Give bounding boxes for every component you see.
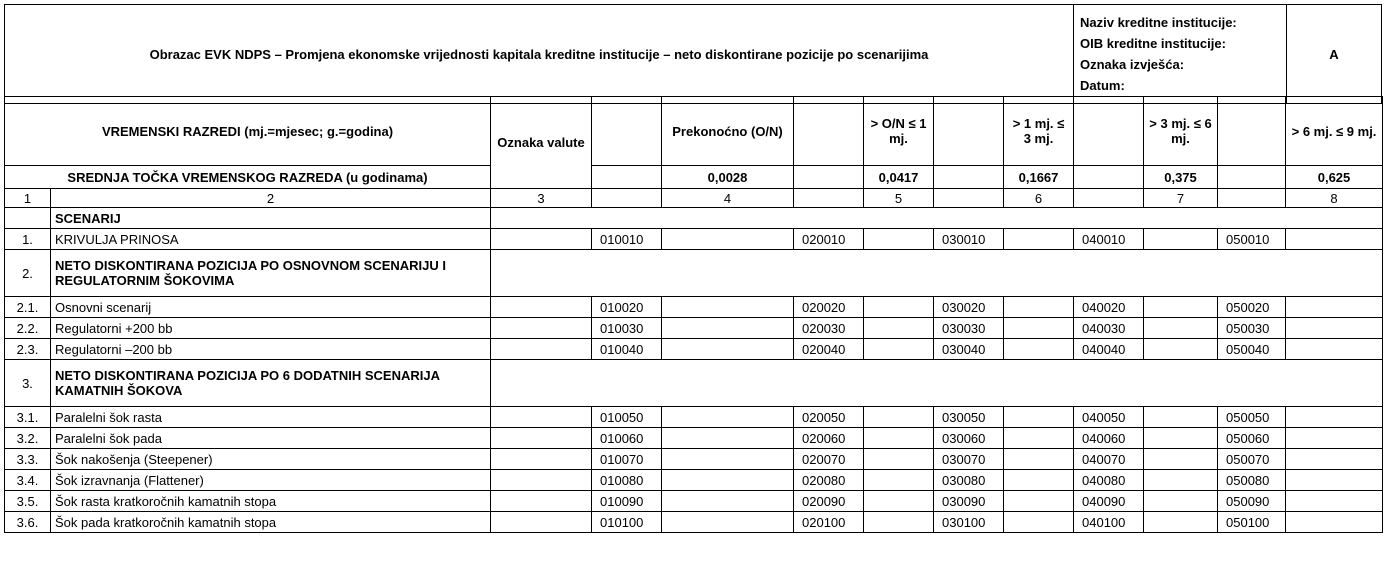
row-number: 3.3. — [5, 449, 51, 470]
currency-cell[interactable] — [491, 470, 592, 491]
row-label: Šok rasta kratkoročnih kamatnih stopa — [51, 491, 491, 512]
midpoint-label: SREDNJA TOČKA VREMENSKOG RAZREDA (u godinama) — [5, 166, 491, 189]
row-code: 040050 — [1074, 407, 1144, 428]
row-number: 3.1. — [5, 407, 51, 428]
row-code: 010070 — [592, 449, 662, 470]
bucket-header: > 6 mj. ≤ 9 mj. — [1286, 97, 1383, 166]
table-row — [5, 318, 1383, 339]
row-label: Šok izravnanja (Flattener) — [51, 470, 491, 491]
row-number: 2. — [5, 250, 51, 297]
code-spacer — [592, 189, 662, 208]
section-row — [5, 360, 1383, 407]
table-row — [5, 229, 1383, 250]
value-cell[interactable] — [662, 297, 794, 318]
row-code: 020040 — [794, 339, 864, 360]
column-number: 1 — [5, 189, 51, 208]
value-cell[interactable] — [1004, 512, 1074, 533]
value-cell[interactable] — [1286, 297, 1383, 318]
row-label: Paralelni šok rasta — [51, 407, 491, 428]
row-code: 030070 — [934, 449, 1004, 470]
row-number: 1. — [5, 229, 51, 250]
value-cell[interactable] — [1144, 229, 1218, 250]
midpoint-value: 0,625 — [1286, 166, 1383, 189]
value-cell[interactable] — [864, 491, 934, 512]
row-code: 040070 — [1074, 449, 1144, 470]
value-cell[interactable] — [864, 229, 934, 250]
row-code: 020020 — [794, 297, 864, 318]
value-cell[interactable] — [1144, 407, 1218, 428]
row-code: 020100 — [794, 512, 864, 533]
section-label: SCENARIJ — [51, 208, 491, 229]
row-code: 030080 — [934, 470, 1004, 491]
form-header — [4, 4, 1382, 104]
row-code: 050100 — [1218, 512, 1286, 533]
value-cell[interactable] — [1144, 491, 1218, 512]
currency-cell[interactable] — [491, 407, 592, 428]
value-cell[interactable] — [1286, 512, 1383, 533]
row-label: KRIVULJA PRINOSA — [51, 229, 491, 250]
row-code: 010040 — [592, 339, 662, 360]
value-cell[interactable] — [1286, 339, 1383, 360]
row-code: 010020 — [592, 297, 662, 318]
row-code: 010050 — [592, 407, 662, 428]
table-row — [5, 449, 1383, 470]
bucket-header: > O/N ≤ 1 mj. — [864, 97, 934, 166]
value-cell[interactable] — [1004, 229, 1074, 250]
meta-date: Datum: — [1080, 78, 1125, 93]
midpoint-row — [5, 166, 1383, 189]
column-number: 2 — [51, 189, 491, 208]
column-letter: A — [1287, 5, 1382, 104]
code-spacer — [1218, 166, 1286, 189]
column-number-row — [5, 189, 1383, 208]
value-cell[interactable] — [662, 229, 794, 250]
row-code: 050060 — [1218, 428, 1286, 449]
row-code: 020090 — [794, 491, 864, 512]
row-number: 2.2. — [5, 318, 51, 339]
currency-cell[interactable] — [491, 339, 592, 360]
value-cell[interactable] — [864, 512, 934, 533]
row-code: 050010 — [1218, 229, 1286, 250]
value-cell[interactable] — [864, 470, 934, 491]
value-cell[interactable] — [864, 339, 934, 360]
midpoint-value: 0,0417 — [864, 166, 934, 189]
bucket-header: > 1 mj. ≤ 3 mj. — [1004, 97, 1074, 166]
value-cell[interactable] — [662, 449, 794, 470]
row-code: 020060 — [794, 428, 864, 449]
row-code: 050020 — [1218, 297, 1286, 318]
bucket-header: > 3 mj. ≤ 6 mj. — [1144, 97, 1218, 166]
value-cell[interactable] — [864, 407, 934, 428]
code-spacer — [794, 166, 864, 189]
meta-name: Naziv kreditne institucije: — [1080, 15, 1237, 30]
row-code: 030020 — [934, 297, 1004, 318]
code-spacer — [592, 166, 662, 189]
row-code: 010010 — [592, 229, 662, 250]
form-title: Obrazac EVK NDPS – Promjena ekonomske vrijednosti kapitala kreditne institucije – neto diskontirane pozicije po scenarijima — [5, 5, 1074, 104]
row-code: 050080 — [1218, 470, 1286, 491]
row-code: 040100 — [1074, 512, 1144, 533]
header-row — [5, 97, 1383, 166]
code-spacer — [1218, 189, 1286, 208]
value-cell[interactable] — [1004, 491, 1074, 512]
row-code: 010060 — [592, 428, 662, 449]
row-code: 040010 — [1074, 229, 1144, 250]
row-number: 2.1. — [5, 297, 51, 318]
value-cell[interactable] — [1144, 512, 1218, 533]
row-code: 030100 — [934, 512, 1004, 533]
row-code: 010030 — [592, 318, 662, 339]
table-row — [5, 491, 1383, 512]
value-cell[interactable] — [1286, 407, 1383, 428]
row-number: 2.3. — [5, 339, 51, 360]
code-spacer — [934, 166, 1004, 189]
row-number: 3.6. — [5, 512, 51, 533]
code-spacer — [1074, 97, 1144, 166]
value-cell[interactable] — [1004, 297, 1074, 318]
value-cell[interactable] — [864, 428, 934, 449]
row-number: 3. — [5, 360, 51, 407]
row-code: 010090 — [592, 491, 662, 512]
currency-cell[interactable] — [491, 318, 592, 339]
row-code: 030090 — [934, 491, 1004, 512]
row-code: 050090 — [1218, 491, 1286, 512]
row-code: 030060 — [934, 428, 1004, 449]
row-code: 050070 — [1218, 449, 1286, 470]
row-code: 050040 — [1218, 339, 1286, 360]
section-label: NETO DISKONTIRANA POZICIJA PO 6 DODATNIH SCENARIJA KAMATNIH ŠOKOVA — [51, 360, 491, 407]
currency-cell[interactable] — [491, 449, 592, 470]
column-number: 6 — [1004, 189, 1074, 208]
value-cell[interactable] — [1144, 339, 1218, 360]
row-code: 020050 — [794, 407, 864, 428]
value-cell[interactable] — [1144, 297, 1218, 318]
row-label: Regulatorni –200 bb — [51, 339, 491, 360]
column-number: 7 — [1144, 189, 1218, 208]
column-number: 8 — [1286, 189, 1383, 208]
row-code: 020010 — [794, 229, 864, 250]
value-cell[interactable] — [1144, 428, 1218, 449]
oznaka-valute-header: Oznaka valute — [491, 97, 592, 189]
code-spacer — [934, 97, 1004, 166]
vremenski-header: VREMENSKI RAZREDI (mj.=mjesec; g.=godina) — [5, 97, 491, 166]
meta-oib: OIB kreditne institucije: — [1080, 36, 1226, 51]
table-row — [5, 428, 1383, 449]
row-code: 050030 — [1218, 318, 1286, 339]
value-cell[interactable] — [1144, 449, 1218, 470]
row-code: 030010 — [934, 229, 1004, 250]
row-code: 040060 — [1074, 428, 1144, 449]
value-cell[interactable] — [1286, 428, 1383, 449]
section-empty — [491, 360, 1383, 407]
scenario-table — [4, 96, 1383, 533]
row-code: 030050 — [934, 407, 1004, 428]
table-row — [5, 407, 1383, 428]
currency-cell[interactable] — [491, 297, 592, 318]
row-code: 040090 — [1074, 491, 1144, 512]
table-row — [5, 512, 1383, 533]
value-cell[interactable] — [1004, 407, 1074, 428]
code-spacer — [1074, 189, 1144, 208]
row-label: Šok nakošenja (Steepener) — [51, 449, 491, 470]
bucket-header: Prekonoćno (O/N) — [662, 97, 794, 166]
value-cell[interactable] — [864, 297, 934, 318]
midpoint-value: 0,375 — [1144, 166, 1218, 189]
code-spacer — [1074, 166, 1144, 189]
institution-meta — [1074, 5, 1287, 104]
row-code: 030030 — [934, 318, 1004, 339]
currency-cell[interactable] — [491, 428, 592, 449]
midpoint-value: 0,1667 — [1004, 166, 1074, 189]
row-label: Osnovni scenarij — [51, 297, 491, 318]
value-cell[interactable] — [1286, 449, 1383, 470]
row-code: 010100 — [592, 512, 662, 533]
currency-cell[interactable] — [491, 491, 592, 512]
row-label: Šok pada kratkoročnih kamatnih stopa — [51, 512, 491, 533]
value-cell[interactable] — [1004, 339, 1074, 360]
row-number: 3.4. — [5, 470, 51, 491]
code-spacer — [934, 189, 1004, 208]
section-row — [5, 250, 1383, 297]
column-number: 3 — [491, 189, 592, 208]
row-label: Paralelni šok pada — [51, 428, 491, 449]
row-code: 020030 — [794, 318, 864, 339]
row-number — [5, 208, 51, 229]
value-cell[interactable] — [1144, 470, 1218, 491]
row-number: 3.5. — [5, 491, 51, 512]
value-cell[interactable] — [1286, 229, 1383, 250]
value-cell[interactable] — [662, 512, 794, 533]
row-code: 030040 — [934, 339, 1004, 360]
code-spacer — [592, 97, 662, 166]
value-cell[interactable] — [662, 428, 794, 449]
value-cell[interactable] — [662, 470, 794, 491]
row-code: 040080 — [1074, 470, 1144, 491]
section-label: NETO DISKONTIRANA POZICIJA PO OSNOVNOM SCENARIJU I REGULATORNIM ŠOKOVIMA — [51, 250, 491, 297]
table-row — [5, 339, 1383, 360]
value-cell[interactable] — [1144, 318, 1218, 339]
code-spacer — [794, 189, 864, 208]
value-cell[interactable] — [1004, 470, 1074, 491]
value-cell[interactable] — [1286, 318, 1383, 339]
currency-cell[interactable] — [491, 512, 592, 533]
value-cell[interactable] — [1004, 449, 1074, 470]
value-cell[interactable] — [1004, 428, 1074, 449]
table-row — [5, 470, 1383, 491]
row-code: 020070 — [794, 449, 864, 470]
currency-cell[interactable] — [491, 229, 592, 250]
column-number: 5 — [864, 189, 934, 208]
value-cell[interactable] — [864, 318, 934, 339]
code-spacer — [794, 97, 864, 166]
value-cell[interactable] — [662, 407, 794, 428]
value-cell[interactable] — [864, 449, 934, 470]
value-cell[interactable] — [662, 318, 794, 339]
row-code: 010080 — [592, 470, 662, 491]
section-row — [5, 208, 1383, 229]
value-cell[interactable] — [662, 339, 794, 360]
value-cell[interactable] — [662, 491, 794, 512]
value-cell[interactable] — [1004, 318, 1074, 339]
row-number: 3.2. — [5, 428, 51, 449]
section-empty — [491, 208, 1383, 229]
row-code: 040040 — [1074, 339, 1144, 360]
midpoint-value: 0,0028 — [662, 166, 794, 189]
row-label: Regulatorni +200 bb — [51, 318, 491, 339]
row-code: 040020 — [1074, 297, 1144, 318]
row-code: 050050 — [1218, 407, 1286, 428]
meta-report-code: Oznaka izvješća: — [1080, 57, 1185, 72]
section-empty — [491, 250, 1383, 297]
row-code: 020080 — [794, 470, 864, 491]
table-row — [5, 297, 1383, 318]
value-cell[interactable] — [1286, 491, 1383, 512]
column-number: 4 — [662, 189, 794, 208]
row-code: 040030 — [1074, 318, 1144, 339]
value-cell[interactable] — [1286, 470, 1383, 491]
code-spacer — [1218, 97, 1286, 166]
